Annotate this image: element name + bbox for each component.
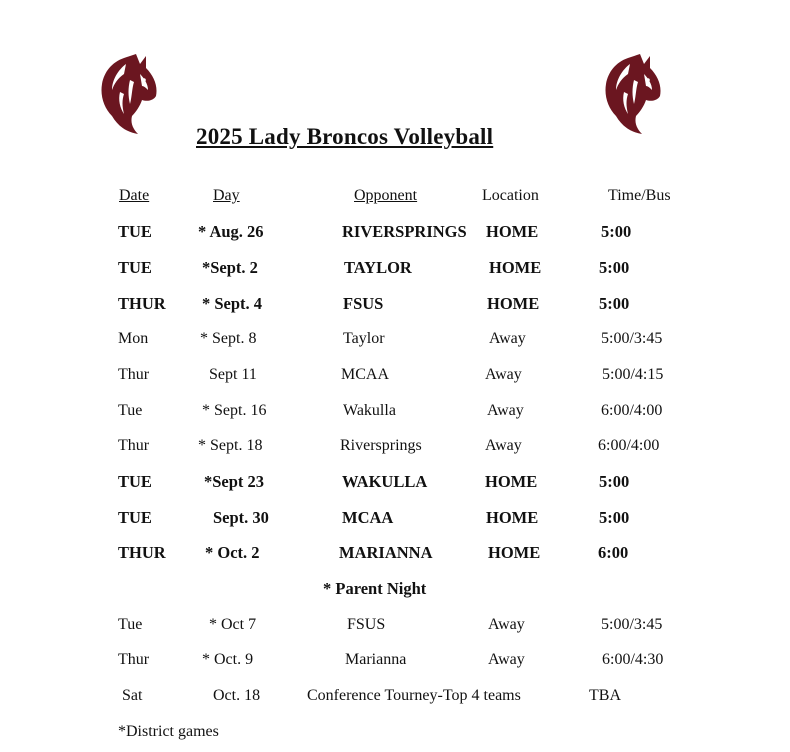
game-time: 5:00/4:15 xyxy=(602,366,664,383)
game-opponent: FSUS xyxy=(347,616,386,633)
schedule-header xyxy=(0,187,790,211)
game-time: 6:00/4:30 xyxy=(602,651,664,668)
game-date: THUR xyxy=(118,543,166,562)
game-location: HOME xyxy=(486,222,539,241)
game-opponent: Riversprings xyxy=(340,437,422,454)
game-day: * Aug. 26 xyxy=(198,222,264,241)
game-date: TUE xyxy=(118,472,152,491)
game-location: Away xyxy=(489,330,526,347)
game-time: 5:00 xyxy=(599,508,630,527)
game-day: Sept. 30 xyxy=(213,508,269,527)
game-date: Tue xyxy=(118,402,143,419)
game-time: 6:00/4:00 xyxy=(598,437,660,454)
table-row xyxy=(0,258,790,282)
tourney-event: Conference Tourney-Top 4 teams xyxy=(307,687,521,704)
game-date: THUR xyxy=(118,294,166,313)
game-day: * Sept. 8 xyxy=(200,330,257,347)
header-time: Time/Bus xyxy=(608,187,671,204)
game-day: * Oct. 2 xyxy=(205,543,260,562)
bronco-logo-right-icon xyxy=(600,50,664,136)
table-row xyxy=(0,508,790,532)
header-opponent: Opponent xyxy=(354,187,418,204)
game-opponent: Wakulla xyxy=(343,402,396,419)
game-day: * Sept. 16 xyxy=(202,402,267,419)
game-day: Sept 11 xyxy=(209,366,257,383)
game-opponent: WAKULLA xyxy=(342,472,428,491)
game-location: HOME xyxy=(489,258,542,277)
game-date: TUE xyxy=(118,258,152,277)
game-location: HOME xyxy=(487,294,540,313)
table-row xyxy=(0,616,790,640)
header-day: Day xyxy=(213,187,240,204)
game-opponent: Taylor xyxy=(343,330,385,347)
table-row xyxy=(0,651,790,675)
table-row xyxy=(0,222,790,246)
table-row xyxy=(0,472,790,496)
tourney-time: TBA xyxy=(589,687,621,704)
game-date: TUE xyxy=(118,508,152,527)
district-games-footnote: *District games xyxy=(118,723,219,740)
game-day: * Oct. 9 xyxy=(202,651,254,668)
table-row xyxy=(0,330,790,354)
game-day: * Sept. 4 xyxy=(202,294,263,313)
table-row xyxy=(0,402,790,426)
game-day: *Sept. 2 xyxy=(202,258,258,277)
game-time: 5:00 xyxy=(599,472,630,491)
header-location: Location xyxy=(482,187,539,204)
table-row xyxy=(0,687,790,711)
game-date: TUE xyxy=(118,222,152,241)
game-date: Mon xyxy=(118,330,149,347)
table-row xyxy=(0,366,790,390)
game-date: Thur xyxy=(118,437,150,454)
game-location: HOME xyxy=(488,543,541,562)
game-date: Thur xyxy=(118,651,150,668)
game-time: 5:00/3:45 xyxy=(601,616,663,633)
game-location: Away xyxy=(487,402,524,419)
game-opponent: MCAA xyxy=(341,366,390,383)
game-day: *Sept 23 xyxy=(204,472,265,491)
game-location: Away xyxy=(485,366,522,383)
bronco-logo-left-icon xyxy=(96,50,160,136)
game-time: 5:00 xyxy=(599,258,630,277)
table-row xyxy=(0,437,790,461)
header-date: Date xyxy=(119,187,150,204)
game-location: Away xyxy=(488,651,525,668)
tourney-day: Oct. 18 xyxy=(213,687,261,704)
table-row xyxy=(0,294,790,318)
game-date: Tue xyxy=(118,616,143,633)
game-location: Away xyxy=(488,616,525,633)
game-location: HOME xyxy=(486,508,539,527)
game-opponent: FSUS xyxy=(343,294,384,313)
game-opponent: RIVERSPRINGS xyxy=(342,222,467,241)
game-opponent: TAYLOR xyxy=(344,258,412,277)
game-date: Thur xyxy=(118,366,150,383)
game-time: 5:00/3:45 xyxy=(601,330,663,347)
game-location: HOME xyxy=(485,472,538,491)
game-opponent: MCAA xyxy=(342,508,394,527)
game-time: 5:00 xyxy=(601,222,632,241)
parent-night-note: * Parent Night xyxy=(323,579,427,598)
game-day: * Sept. 18 xyxy=(198,437,263,454)
page-title: 2025 Lady Broncos Volleyball xyxy=(196,124,494,149)
game-opponent: MARIANNA xyxy=(339,543,433,562)
game-location: Away xyxy=(485,437,522,454)
table-row xyxy=(0,543,790,567)
game-time: 6:00 xyxy=(598,543,629,562)
tourney-date: Sat xyxy=(122,687,143,704)
game-time: 6:00/4:00 xyxy=(601,402,663,419)
game-time: 5:00 xyxy=(599,294,630,313)
game-day: * Oct 7 xyxy=(209,616,257,633)
game-opponent: Marianna xyxy=(345,651,407,668)
